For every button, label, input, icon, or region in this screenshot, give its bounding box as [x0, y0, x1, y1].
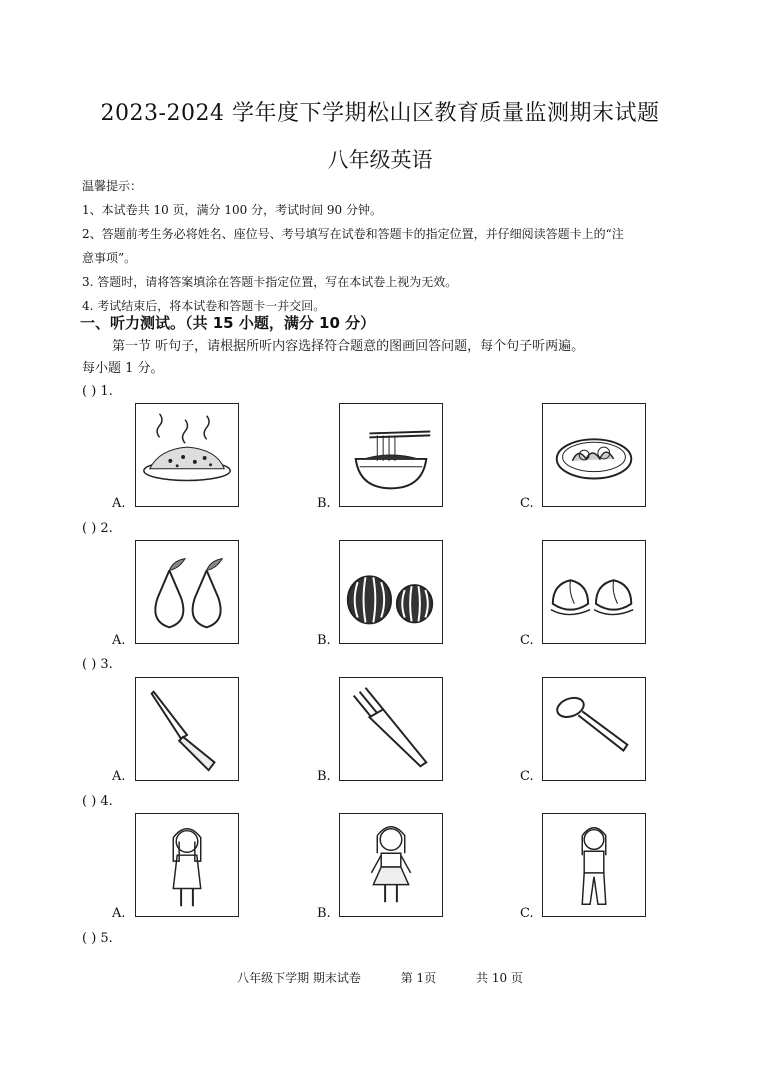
tip-item: 2、答题前考生务必将姓名、座位号、考号填写在试卷和答题卡的指定位置，并仔细阅读答题卡上的“注 — [82, 227, 624, 241]
girl-c-image[interactable] — [542, 813, 646, 917]
tip-item: 4. 考试结束后，将本试卷和答题卡一并交回。 — [82, 299, 326, 313]
tips-heading: 温馨提示： — [82, 179, 143, 193]
option-label: B. — [317, 633, 331, 648]
question-number: ( ) 1. — [82, 384, 113, 399]
option-label: C. — [520, 769, 534, 784]
question-number: ( ) 2. — [82, 521, 113, 536]
page-footer — [0, 969, 760, 986]
watermelons-image[interactable] — [339, 540, 443, 644]
question-number: ( ) 3. — [82, 657, 113, 672]
section-intro — [82, 336, 692, 380]
peaches-image[interactable] — [542, 540, 646, 644]
fork-image[interactable] — [339, 677, 443, 781]
footer-total-pages: 共 10 页 — [476, 971, 523, 985]
knife-image[interactable] — [135, 677, 239, 781]
option-label: B. — [317, 906, 331, 921]
spoon-image[interactable] — [542, 677, 646, 781]
fried-rice-image[interactable] — [135, 403, 239, 507]
option-label: A. — [112, 906, 126, 921]
section-heading: 一、听力测试。（共 15 小题，满分 10 分） — [80, 314, 376, 332]
tips-block — [82, 174, 692, 318]
dumpling-plate-image[interactable] — [542, 403, 646, 507]
option-label: B. — [317, 496, 331, 511]
tip-item: 意事项”。 — [82, 251, 137, 265]
page-subtitle: 八年级英语 — [327, 148, 433, 172]
girl-a-image[interactable] — [135, 813, 239, 917]
girl-b-image[interactable] — [339, 813, 443, 917]
option-label: A. — [112, 496, 126, 511]
tip-item: 1、本试卷共 10 页，满分 100 分，考试时间 90 分钟。 — [82, 203, 382, 217]
question-number: ( ) 4. — [82, 794, 113, 809]
pears-image[interactable] — [135, 540, 239, 644]
option-label: C. — [520, 496, 534, 511]
option-label: C. — [520, 633, 534, 648]
intro-line: 第一节 听句子，请根据所听内容选择符合题意的图画回答问题，每个句子听两遍。 — [112, 339, 585, 354]
footer-exam-name: 八年级下学期 期末试卷 — [237, 971, 361, 985]
question-number: ( ) 5. — [82, 931, 113, 946]
option-label: B. — [317, 769, 331, 784]
option-label: C. — [520, 906, 534, 921]
option-label: A. — [112, 769, 126, 784]
tip-item: 3. 答题时，请将答案填涂在答题卡指定位置，写在本试卷上视为无效。 — [82, 275, 458, 289]
page-title: 2023-2024 学年度下学期松山区教育质量监测期末试题 — [100, 101, 660, 126]
noodle-bowl-image[interactable] — [339, 403, 443, 507]
footer-page-number: 第 1页 — [400, 971, 437, 985]
intro-line: 每小题 1 分。 — [82, 361, 164, 376]
option-label: A. — [112, 633, 126, 648]
